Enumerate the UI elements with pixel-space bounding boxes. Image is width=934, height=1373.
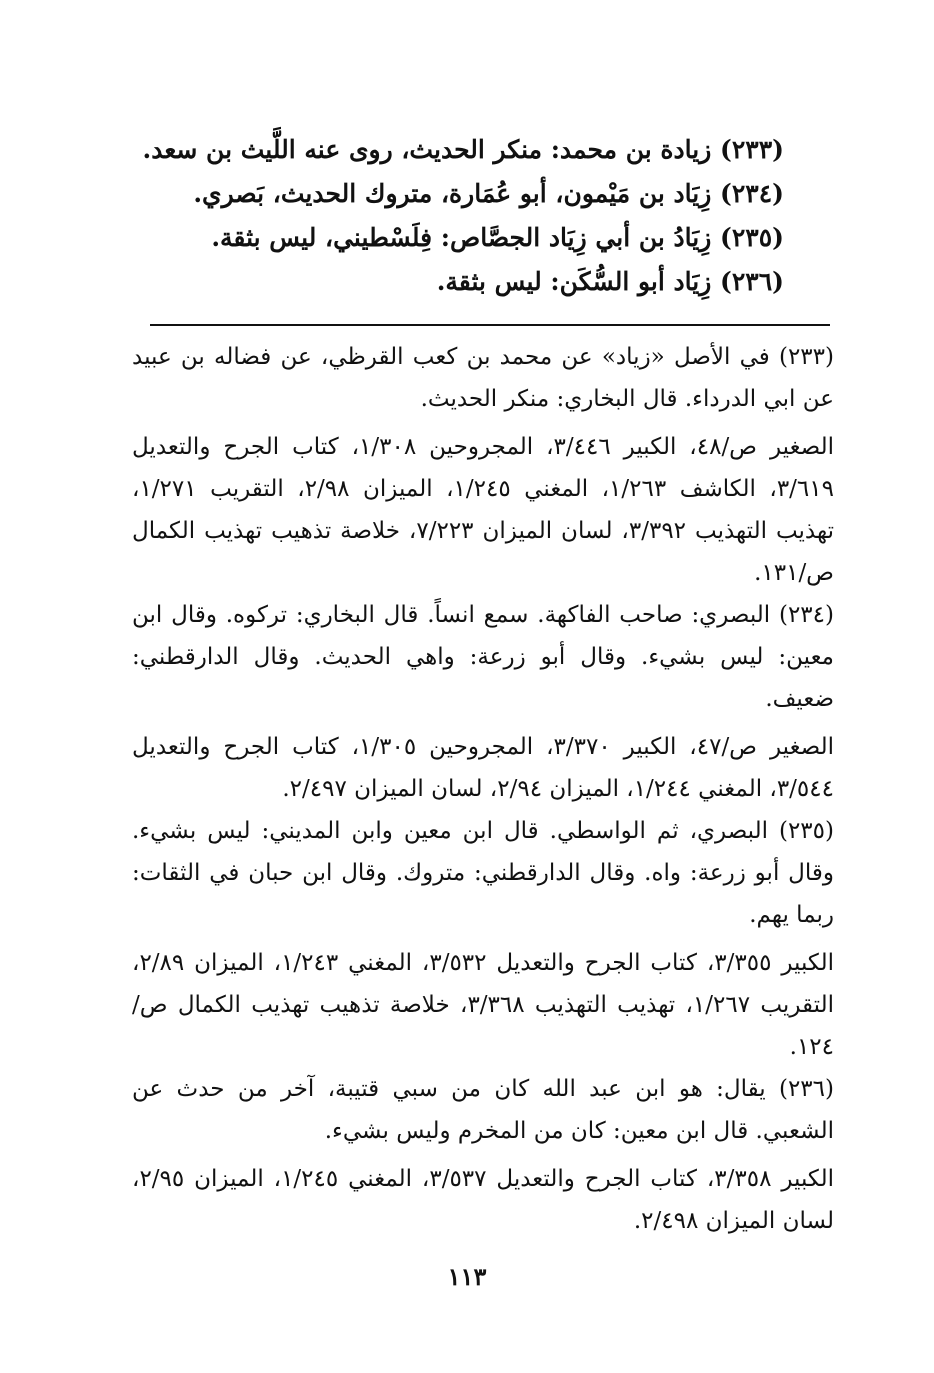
entry-234: (٢٣٤) زِيَاد بن مَيْمون، أبو عُمَارة، متروك الحديث، بَصري. [193, 179, 784, 208]
footnotes [132, 336, 834, 1242]
footnote-233-sources: الصغير ص/٤٨، الكبير ٣/٤٤٦، المجروحين ١/٣٠٨، كتاب الجرح والتعديل ٣/٦١٩، الكاشف ١/٢٦٣، المغني ١/٢٤٥، الميزان ٢/٩٨، التقريب ١/٢٧١، تهذيب التهذيب ٣/٣٩٢، لسان الميزان ٧/٢٢٣، خلاصة تذهيب تهذيب الكمال ص/١٣١. [132, 434, 835, 586]
entry-236: (٢٣٦) زِيَاد أبو السُّكَن: ليس بثقة. [436, 267, 784, 296]
entry-235: (٢٣٥) زِيَادُ بن أبي زِيَاد الجصَّاص: فِلَسْطيني، ليس بثقة. [211, 223, 784, 252]
footnote-236-sources: الكبير ٣/٣٥٨، كتاب الجرح والتعديل ٣/٥٣٧، المغني ١/٢٤٥، الميزان ٢/٩٥، لسان الميزان ٢/٤٩٨. [132, 1166, 834, 1234]
page-number: ١١٣ [447, 1262, 487, 1291]
footnote-236-text: (٢٣٦) يقال: هو ابن عبد الله كان من سبي قتيبة، آخر من حدث عن الشعبي. قال ابن معين: كان من المخرم وليس بشيء. [132, 1076, 834, 1144]
footnote-235-text: (٢٣٥) البصري، ثم الواسطي. قال ابن معين وابن المديني: ليس بشيء. وقال أبو زرعة: واه. وقال الدارقطني: متروك. وقال ابن حبان في الثقات: ربما يهم. [132, 818, 834, 928]
footnote-235-sources: الكبير ٣/٣٥٥، كتاب الجرح والتعديل ٣/٥٣٢، المغني ١/٢٤٣، الميزان ٢/٨٩، التقريب ١/٢٦٧، تهذيب التهذيب ٣/٣٦٨، خلاصة تذهيب تهذيب الكمال ص/١٢٤. [132, 950, 834, 1060]
narrator-entries [142, 128, 784, 304]
footnote-234-text: (٢٣٤) البصري: صاحب الفاكهة. سمع انساً. قال البخاري: تركوه. وقال ابن معين: ليس بشيء. وقال أبو زرعة: واهي الحديث. وقال الدارقطني: ضعيف. [132, 602, 834, 712]
entry-233: (٢٣٣) زيادة بن محمد: منكر الحديث، روى عنه اللَّيث بن سعد. [142, 135, 784, 164]
footnote-234-sources: الصغير ص/٤٧، الكبير ٣/٣٧٠، المجروحين ١/٣٠٥، كتاب الجرح والتعديل ٣/٥٤٤، المغني ١/٢٤٤، الميزان ٢/٩٤، لسان الميزان ٢/٤٩٧. [132, 734, 835, 802]
footnote-233-text: (٢٣٣) في الأصل «زياد» عن محمد بن كعب القرظي، عن فضاله بن عبيد عن ابي الدرداء. قال البخاري: منكر الحديث. [132, 344, 834, 412]
footnote-separator [150, 324, 830, 326]
